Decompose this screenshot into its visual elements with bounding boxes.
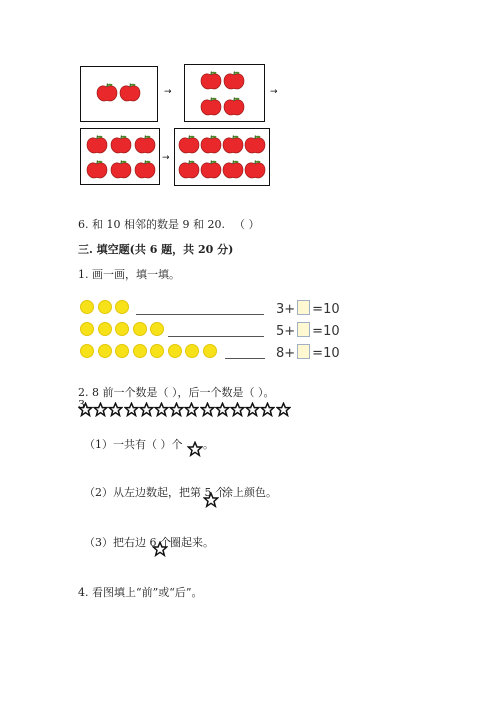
q3-sub2-text: （2）从左边数起，把第 5 个: [84, 486, 226, 499]
apple-icon: [223, 70, 245, 90]
equation-left: 3+: [276, 302, 296, 317]
apple-icon: [134, 159, 156, 179]
star-icon[interactable]: [276, 402, 291, 421]
q1-answer-line-2[interactable]: [168, 336, 264, 337]
yellow-dot: [203, 344, 217, 358]
yellow-dot: [80, 344, 94, 358]
apple-icon: [244, 134, 266, 154]
apple-icon: [86, 134, 108, 154]
star-icon[interactable]: [245, 402, 260, 421]
yellow-dot: [115, 300, 129, 314]
apple-icon: [244, 159, 266, 179]
yellow-dot: [98, 344, 112, 358]
apple-icon: [119, 82, 141, 102]
yellow-dot: [133, 322, 147, 336]
star-icon[interactable]: [200, 402, 215, 421]
q1-equation-1: [276, 300, 340, 317]
yellow-dot: [80, 322, 94, 336]
apple-icon: [200, 159, 222, 179]
star-icon[interactable]: [230, 402, 245, 421]
answer-square[interactable]: [297, 300, 310, 315]
q1-prompt: 1. 画一画，填一填。: [78, 268, 180, 281]
star-icon[interactable]: [124, 402, 139, 421]
apple-icon: [110, 134, 132, 154]
star-icon[interactable]: [154, 402, 169, 421]
apple-icon: [178, 134, 200, 154]
q3-sub1-end: 。: [203, 438, 214, 451]
star-icon[interactable]: [169, 402, 184, 421]
apple-icon: [134, 134, 156, 154]
q1-answer-line-3[interactable]: [225, 358, 265, 359]
answer-square[interactable]: [297, 322, 310, 337]
star-icon: [203, 492, 219, 508]
arrow-icon: →: [162, 153, 170, 163]
apple-icon: [96, 82, 118, 102]
yellow-dot: [150, 322, 164, 336]
apple-icon: [110, 159, 132, 179]
apple-icon: [86, 159, 108, 179]
yellow-dot: [98, 322, 112, 336]
q4-text: 4. 看图填上“前”或“后”。: [78, 586, 203, 599]
star-icon[interactable]: [184, 402, 199, 421]
apple-icon: [223, 96, 245, 116]
q2-text: 2. 8 前一个数是（ ），后一个数是（ ）。: [78, 386, 275, 399]
section-title: 三. 填空题(共 6 题，共 20 分): [78, 243, 234, 256]
q1-equation-2: [276, 322, 340, 339]
q3-sub1-text: （1）一共有（ ）个: [84, 438, 183, 451]
answer-square[interactable]: [297, 344, 310, 359]
q1-equation-3: [276, 344, 340, 361]
yellow-dot: [98, 300, 112, 314]
equation-right: =10: [312, 302, 340, 317]
yellow-dot: [150, 344, 164, 358]
q6-answer-blank[interactable]: （ ）: [234, 218, 260, 231]
star-icon[interactable]: [260, 402, 275, 421]
q1-answer-line-1[interactable]: [136, 314, 264, 315]
star-icon: [187, 441, 203, 457]
yellow-dot: [168, 344, 182, 358]
q3-number: 3.: [78, 398, 89, 411]
arrow-icon: →: [164, 87, 172, 97]
yellow-dot: [185, 344, 199, 358]
apple-icon: [178, 159, 200, 179]
apple-icon: [200, 134, 222, 154]
star-icon: [152, 541, 168, 557]
star-icon[interactable]: [78, 402, 93, 421]
star-icon[interactable]: [215, 402, 230, 421]
q3-sub3-end: 圈起来。: [170, 536, 214, 549]
yellow-dot: [80, 300, 94, 314]
apple-icon: [222, 134, 244, 154]
apple-icon: [200, 70, 222, 90]
q3-sub3-text: （3）把右边 6 个: [84, 536, 171, 549]
apple-icon: [200, 96, 222, 116]
equation-left: 8+: [276, 346, 296, 361]
q3-sub2-end: 涂上颜色。: [222, 486, 277, 499]
star-icon[interactable]: [93, 402, 108, 421]
yellow-dot: [115, 322, 129, 336]
yellow-dot: [133, 344, 147, 358]
equation-right: =10: [312, 346, 340, 361]
star-icon[interactable]: [108, 402, 123, 421]
apple-icon: [222, 159, 244, 179]
star-icon[interactable]: [139, 402, 154, 421]
equation-right: =10: [312, 324, 340, 339]
q6-text: 6. 和 10 相邻的数是 9 和 20.: [78, 218, 225, 231]
yellow-dot: [115, 344, 129, 358]
equation-left: 5+: [276, 324, 296, 339]
arrow-icon: →: [270, 87, 278, 97]
